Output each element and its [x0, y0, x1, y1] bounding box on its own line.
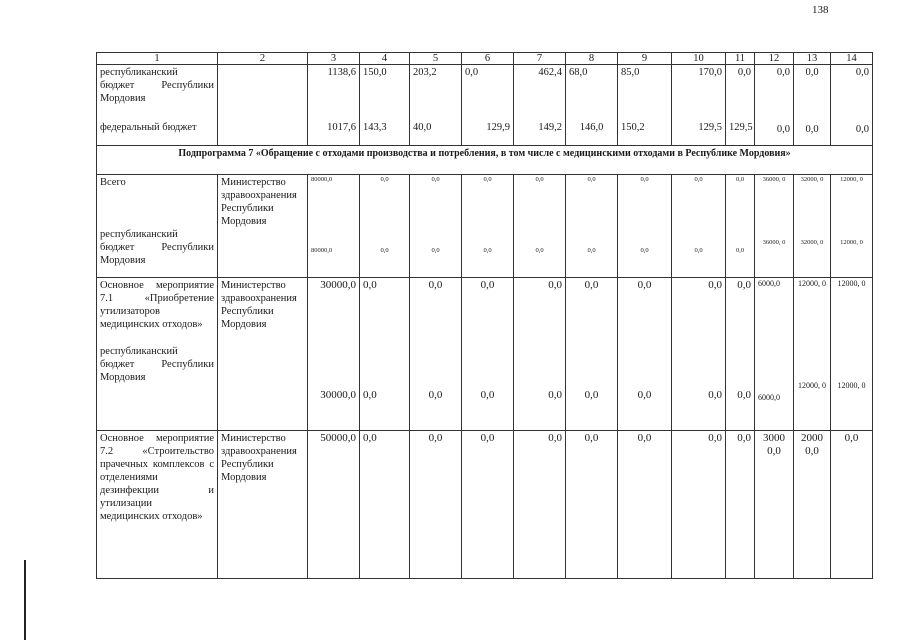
cell-value: 149,2: [538, 122, 562, 133]
cell-value: 0,0: [587, 247, 596, 254]
cell-value: 1138,6: [327, 67, 356, 78]
cell-value: 143,3: [363, 122, 387, 133]
cell-value: 0,0: [514, 431, 566, 579]
cell-value: 0,0: [776, 67, 790, 78]
cell-value: 0,0: [380, 176, 389, 183]
column-number: 9: [618, 53, 672, 65]
cell-value: 6000,0: [758, 393, 780, 402]
executor: Министерство здравоохранения Республики Мордовия: [218, 278, 308, 431]
cell-value: 0,0: [566, 431, 618, 579]
cell-value: 0,0: [640, 247, 649, 254]
cell-value: 0,0: [737, 389, 751, 401]
executor: Министерство здравоохранения Республики Мордовия: [218, 175, 308, 278]
cell-value: 0,0: [428, 389, 443, 401]
cell-value: 0,0: [584, 389, 599, 401]
cell-value: 12000, 0: [840, 239, 863, 246]
column-number: 3: [308, 53, 360, 65]
column-number-row: [97, 53, 873, 65]
cell-value: 12000, 0: [798, 279, 826, 288]
cell-value: 129,5: [698, 122, 722, 133]
cell-value: 0,0: [672, 431, 726, 579]
page-number: 138: [812, 4, 829, 16]
cell-value: 68,0: [569, 67, 588, 78]
cell-value: 32000, 0: [800, 239, 824, 246]
cell-value: 0,0: [363, 279, 377, 291]
cell-value: 40,0: [413, 122, 432, 133]
cell-value: 0,0: [637, 279, 652, 291]
row-label: Основное мероприятие 7.2 «Строительство прачечных комплексов с отделениями дезинфекции и утилизации медицинских отходов»: [97, 431, 218, 579]
cell-value: 0,0: [462, 431, 514, 579]
cell-value: 0,0: [584, 279, 599, 291]
column-number: 10: [672, 53, 726, 65]
cell-value: 12000, 0: [837, 381, 866, 390]
cell-value: 0,0: [831, 431, 873, 579]
cell-value: 0,0: [548, 279, 562, 291]
column-number: 8: [566, 53, 618, 65]
cell-value: 0,0: [535, 176, 544, 183]
table-row: [97, 65, 873, 146]
row-label: республиканский бюджет Республики Мордовия: [100, 67, 214, 104]
cell-value: 6000,0: [758, 279, 780, 288]
cell-value: 150,0: [363, 67, 387, 78]
column-number: 7: [514, 53, 566, 65]
cell-value: 0,0: [587, 176, 596, 183]
cell-value: 0,0: [776, 124, 790, 135]
column-number: 14: [831, 53, 873, 65]
subprogram-title-row: [97, 146, 873, 175]
row-label: республиканский бюджет Республики Мордовия: [100, 346, 214, 383]
cell-value: 0,0: [480, 389, 495, 401]
column-number: 12: [755, 53, 794, 65]
cell-value: 0,0: [431, 176, 440, 183]
cell-value: 129,9: [486, 122, 510, 133]
table-row: [97, 431, 873, 579]
cell-value: 0,0: [483, 176, 492, 183]
cell-value: 0,0: [483, 247, 492, 254]
column-number: 5: [410, 53, 462, 65]
cell-value: 0,0: [737, 67, 751, 78]
column-number: 1: [97, 53, 218, 65]
cell-value: 462,4: [538, 67, 562, 78]
cell-value: 12000, 0: [798, 381, 826, 390]
cell-value: 0,0: [428, 279, 443, 291]
cell-value: 0,0: [431, 247, 440, 254]
row-label: Основное мероприятие 7.1 «Приобретение утилизаторов медицинских отходов»: [100, 280, 214, 330]
cell-value: 3000 0,0: [755, 431, 794, 579]
cell-value: 0,0: [640, 176, 649, 183]
cell-value: 0,0: [535, 247, 544, 254]
cell-value: 2000 0,0: [794, 431, 831, 579]
cell-value: 0,0: [708, 279, 722, 291]
cell-value: 0,0: [380, 247, 389, 254]
cell-value: 170,0: [698, 67, 722, 78]
budget-table: [96, 52, 873, 579]
cell-value: 0,0: [805, 124, 819, 135]
cell-value: 80000,0: [311, 176, 333, 183]
column-number: 4: [360, 53, 410, 65]
cell-value: 0,0: [726, 431, 755, 579]
cell-value: 36000, 0: [762, 239, 786, 246]
cell-value: 1017,6: [327, 122, 356, 133]
cell-value: 32000, 0: [800, 176, 824, 183]
column-number: 2: [218, 53, 308, 65]
cell-value: 85,0: [621, 67, 640, 78]
cell-value: 50000,0: [308, 431, 360, 579]
cell-value: 12000, 0: [840, 176, 863, 183]
cell-value: 0,0: [465, 67, 479, 78]
cell-value: 0,0: [737, 279, 751, 291]
cell-value: 80000,0: [311, 247, 333, 254]
cell-value: 12000, 0: [837, 279, 866, 288]
table-row: [97, 175, 873, 278]
column-number: 6: [462, 53, 514, 65]
cell-value: 0,0: [735, 176, 745, 183]
cell-value: 36000, 0: [762, 176, 786, 183]
cell-value: 146,0: [579, 122, 604, 133]
row-label: федеральный бюджет: [100, 122, 197, 133]
cell-value: 129,5: [729, 122, 753, 133]
cell-value: 0,0: [618, 431, 672, 579]
cell-value: 203,2: [413, 67, 437, 78]
cell-value: 150,2: [621, 122, 645, 133]
cell-value: 0,0: [480, 279, 495, 291]
cell-value: 0,0: [360, 431, 410, 579]
binding-margin-line: [24, 560, 26, 640]
table-row: [97, 278, 873, 431]
cell-value: 0,0: [708, 389, 722, 401]
cell-value: 0,0: [637, 389, 652, 401]
cell-value: 0,0: [694, 247, 703, 254]
cell-value: 0,0: [735, 247, 745, 254]
row-label: республиканский бюджет Республики Мордовия: [100, 229, 214, 266]
cell-value: 0,0: [363, 389, 377, 401]
cell-value: 0,0: [855, 124, 869, 135]
cell-value: 30000,0: [320, 279, 356, 291]
cell-value: 0,0: [694, 176, 703, 183]
column-number: 11: [726, 53, 755, 65]
cell-value: 30000,0: [320, 389, 356, 401]
cell-value: 0,0: [805, 67, 819, 78]
executor: Министерство здравоохранения Республики Мордовия: [218, 431, 308, 579]
subprogram-title: Подпрограмма 7 «Обращение с отходами производства и потребления, в том числе с медицинскими отходами в Республике Мордовия»: [97, 146, 873, 175]
column-number: 13: [794, 53, 831, 65]
cell-value: 0,0: [855, 67, 869, 78]
cell-value: 0,0: [410, 431, 462, 579]
row-label: Всего: [100, 177, 126, 188]
cell-value: 0,0: [548, 389, 562, 401]
